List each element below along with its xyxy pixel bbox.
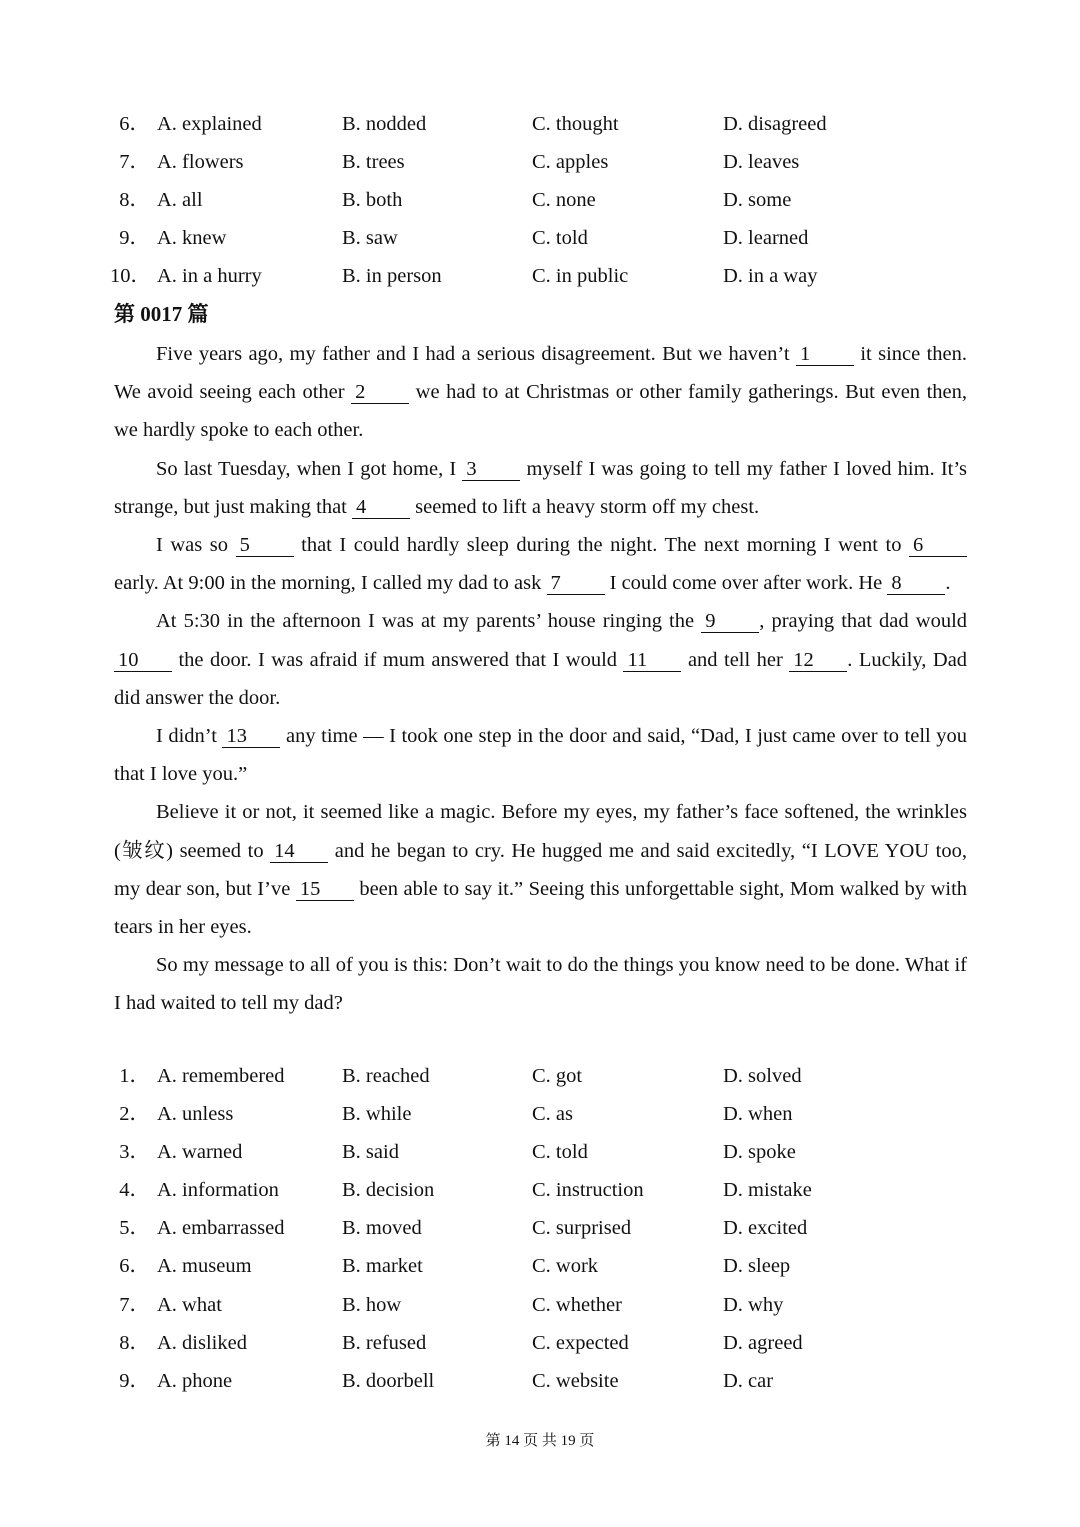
option-b: B. in person <box>342 265 442 287</box>
question-number: 7． <box>119 1294 150 1316</box>
paragraph <box>114 450 967 526</box>
option-a: A. explained <box>157 113 262 135</box>
option-d: D. excited <box>723 1217 808 1239</box>
question-number: 3． <box>119 1141 150 1163</box>
option-a: A. disliked <box>157 1332 247 1354</box>
question-number: 5． <box>119 1217 150 1239</box>
blank-8: 8 <box>887 572 945 595</box>
option-c: C. told <box>532 227 588 249</box>
option-c: C. as <box>532 1103 573 1125</box>
question-number: 2． <box>119 1103 150 1125</box>
blank-9: 9 <box>701 610 759 633</box>
blank-6: 6 <box>909 534 967 557</box>
option-c: C. work <box>532 1255 599 1277</box>
passage-text: and he began to cry. He hugged me and said excitedly, “I LOVE YOU too, my dear son, but I’ve <box>114 839 967 900</box>
passage-text: So last Tuesday, when I got home, I <box>156 457 457 480</box>
option-b: B. said <box>342 1141 399 1163</box>
option-a: A. flowers <box>157 151 244 173</box>
option-d: D. leaves <box>723 151 800 173</box>
option-b: B. while <box>342 1103 412 1125</box>
option-a: A. all <box>157 189 203 211</box>
passage-text: we had to at Christmas or other family gatherings. But even then, we hardly spoke to each other. <box>114 381 968 442</box>
option-b: B. saw <box>342 227 398 249</box>
option-row <box>0 149 1080 187</box>
passage-text: So my message to all of you is this: Don’t wait to do the things you know need to be done. What if I had waited to tell my dad? <box>114 954 967 1015</box>
blank-13: 13 <box>222 725 280 748</box>
passage-text: seemed to lift a heavy storm off my chest. <box>415 495 760 518</box>
option-d: D. in a way <box>723 265 818 287</box>
section-heading: 第 0017 篇 <box>114 302 209 326</box>
option-a: A. embarrassed <box>157 1217 285 1239</box>
passage-text: myself I was going to tell my father I loved him. It’s strange, but just making that <box>114 457 968 518</box>
option-d: D. agreed <box>723 1332 803 1354</box>
option-b: B. market <box>342 1255 423 1277</box>
option-row <box>0 1101 1080 1139</box>
passage-text: that I could hardly sleep during the night. The next morning I went to <box>301 534 902 557</box>
option-a: A. museum <box>157 1255 252 1277</box>
question-number: 6． <box>119 1255 150 1277</box>
paragraph <box>114 717 967 793</box>
option-c: C. surprised <box>532 1217 632 1239</box>
option-row <box>0 1063 1080 1101</box>
option-row <box>0 1177 1080 1215</box>
blank-3: 3 <box>462 458 520 481</box>
question-number: 9． <box>119 227 150 249</box>
blank-1: 1 <box>796 343 854 366</box>
passage-text: I could come over after work. He <box>609 572 883 595</box>
question-number: 8． <box>119 189 150 211</box>
passage-text: Believe it or not, it seemed like a magic. Before my eyes, my father’s face softened, the wrinkles (皱纹) seemed to <box>114 801 967 862</box>
passage-text: been able to say it.” Seeing this unforgettable sight, Mom walked by with tears in her eyes. <box>114 877 968 939</box>
paragraph <box>114 526 967 602</box>
option-b: B. nodded <box>342 113 427 135</box>
option-a: A. in a hurry <box>157 265 262 287</box>
option-d: D. why <box>723 1294 784 1316</box>
blank-7: 7 <box>547 572 605 595</box>
option-b: B. both <box>342 189 403 211</box>
option-b: B. doorbell <box>342 1370 435 1392</box>
passage-text: I didn’t <box>156 725 217 748</box>
passage-text: . Luckily, Dad did answer the door. <box>114 648 968 709</box>
option-row <box>0 111 1080 149</box>
option-row <box>0 263 1080 301</box>
option-d: D. car <box>723 1370 774 1392</box>
option-c: C. apples <box>532 151 609 173</box>
option-row <box>0 1253 1080 1291</box>
option-b: B. how <box>342 1294 402 1316</box>
passage-text: and tell her <box>687 648 783 671</box>
option-a: A. phone <box>157 1370 233 1392</box>
passage-text: early. At 9:00 in the morning, I called my dad to ask <box>114 572 542 595</box>
option-c: C. whether <box>532 1294 622 1316</box>
option-c: C. got <box>532 1065 583 1087</box>
option-a: A. unless <box>157 1103 234 1125</box>
blank-14: 14 <box>270 840 328 863</box>
passage-text: , praying that dad would <box>759 610 968 633</box>
question-number: 10． <box>110 265 151 287</box>
question-number: 8． <box>119 1332 150 1354</box>
passage-text: At 5:30 in the afternoon I was at my parents’ house ringing the <box>156 610 695 633</box>
option-b: B. reached <box>342 1065 430 1087</box>
option-row <box>0 1368 1080 1406</box>
option-d: D. learned <box>723 227 809 249</box>
option-c: C. thought <box>532 113 619 135</box>
blank-4: 4 <box>352 496 410 519</box>
option-d: D. solved <box>723 1065 802 1087</box>
option-d: D. sleep <box>723 1255 791 1277</box>
paragraph <box>114 602 967 717</box>
option-d: D. when <box>723 1103 793 1125</box>
option-a: A. what <box>157 1294 222 1316</box>
paragraph <box>114 793 967 946</box>
option-b: B. decision <box>342 1179 435 1201</box>
option-row <box>0 1139 1080 1177</box>
option-a: A. knew <box>157 227 227 249</box>
passage-text: any time — I took one step in the door and said, “Dad, I just came over to tell you that I love you.” <box>114 725 968 786</box>
option-row <box>0 1215 1080 1253</box>
option-c: C. website <box>532 1370 619 1392</box>
blank-2: 2 <box>351 381 409 404</box>
option-a: A. remembered <box>157 1065 285 1087</box>
option-d: D. disagreed <box>723 113 827 135</box>
passage-text: . <box>945 572 951 595</box>
blank-12: 12 <box>789 649 847 672</box>
option-c: C. told <box>532 1141 588 1163</box>
option-d: D. some <box>723 189 792 211</box>
passage-text: Five years ago, my father and I had a serious disagreement. But we haven’t <box>156 343 790 365</box>
blank-11: 11 <box>623 649 681 672</box>
blank-15: 15 <box>296 878 354 901</box>
option-a: A. warned <box>157 1141 243 1163</box>
option-c: C. instruction <box>532 1179 644 1201</box>
option-d: D. spoke <box>723 1141 796 1163</box>
page-footer: 第 14 页 共 19 页 <box>485 1433 595 1449</box>
option-c: C. expected <box>532 1332 629 1354</box>
option-b: B. trees <box>342 151 405 173</box>
passage <box>114 335 967 1023</box>
question-number: 7． <box>119 151 150 173</box>
option-row <box>0 1330 1080 1368</box>
option-a: A. information <box>157 1179 279 1201</box>
option-d: D. mistake <box>723 1179 812 1201</box>
question-number: 1． <box>119 1065 150 1087</box>
option-row <box>0 187 1080 225</box>
option-b: B. refused <box>342 1332 427 1354</box>
blank-10: 10 <box>114 649 172 672</box>
paragraph <box>114 335 967 450</box>
paragraph <box>114 946 967 1022</box>
passage-text: it since then. We avoid seeing each other <box>114 343 968 404</box>
option-row <box>0 225 1080 263</box>
blank-5: 5 <box>236 534 294 557</box>
passage-text: I was so <box>156 534 229 557</box>
option-row <box>0 1292 1080 1330</box>
option-c: C. in public <box>532 265 629 287</box>
question-number: 6． <box>119 113 150 135</box>
question-number: 9． <box>119 1370 150 1392</box>
passage-text: the door. I was afraid if mum answered that I would <box>178 648 618 671</box>
option-b: B. moved <box>342 1217 422 1239</box>
option-c: C. none <box>532 189 596 211</box>
question-number: 4． <box>119 1179 150 1201</box>
